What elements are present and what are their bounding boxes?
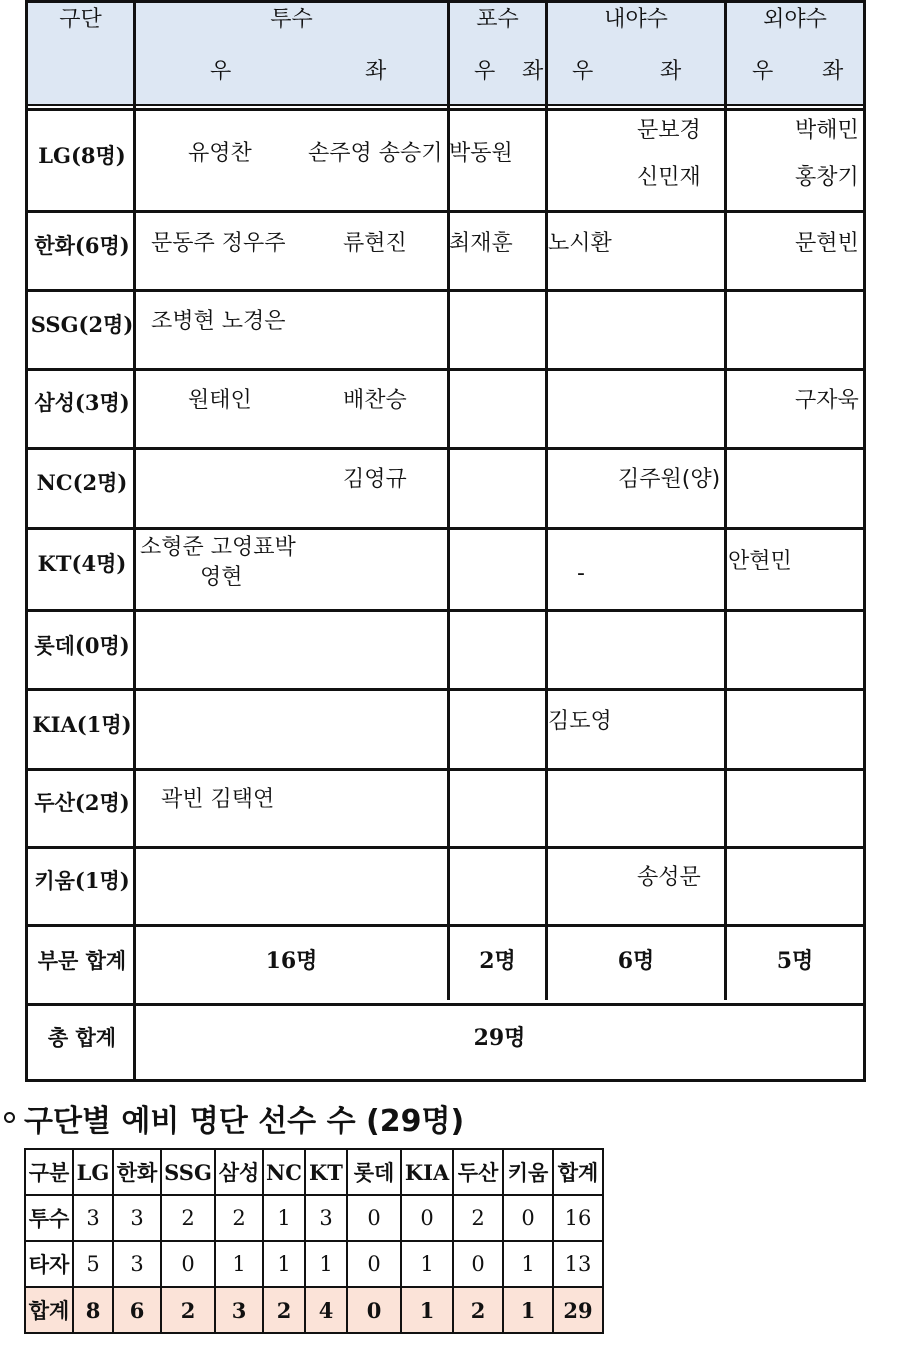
summary-heading: 구단별 예비 명단 선수 수 (29명) [24, 1104, 465, 1139]
lg-catcher: 박동원 [449, 141, 513, 166]
header-outfield-left: 좌 [822, 59, 844, 84]
team-label-doosan: 두산(2명) [34, 790, 130, 815]
col-header: 두산 [453, 1149, 503, 1195]
cell: 1 [215, 1241, 263, 1287]
divider [28, 289, 863, 292]
lg-outfield-2: 홍창기 [795, 165, 859, 190]
divider [28, 768, 863, 771]
cell: 1 [263, 1195, 305, 1241]
header-catcher: 포수 [476, 7, 519, 32]
subtotal-pitcher: 16명 [265, 948, 318, 974]
total-value: 29명 [473, 1025, 526, 1051]
cell: 0 [401, 1195, 453, 1241]
cell: 1 [263, 1241, 305, 1287]
cell: 29 [553, 1287, 603, 1333]
cell: 0 [347, 1287, 401, 1333]
hanwha-pitcher-right: 문동주 정우주 [151, 231, 286, 256]
lg-outfield-1: 박해민 [795, 118, 859, 143]
col-header: KIA [401, 1149, 453, 1195]
row-label: 합계 [25, 1287, 73, 1333]
cell: 0 [347, 1195, 401, 1241]
cell: 1 [401, 1287, 453, 1333]
cell: 2 [161, 1195, 215, 1241]
row-label: 투수 [25, 1195, 73, 1241]
header-outfield: 외야수 [763, 7, 827, 32]
samsung-outfield: 구자욱 [795, 388, 859, 413]
nc-infield: 김주원(양) [618, 467, 721, 492]
team-label-samsung: 삼성(3명) [34, 390, 130, 415]
col-header: NC [263, 1149, 305, 1195]
divider [28, 609, 863, 612]
col-header: 삼성 [215, 1149, 263, 1195]
col-header: 합계 [553, 1149, 603, 1195]
cell: 3 [73, 1195, 113, 1241]
samsung-pitcher-left: 배찬승 [343, 388, 407, 413]
summary-row-pitcher [25, 1195, 603, 1241]
divider [28, 104, 863, 106]
cell: 1 [503, 1287, 553, 1333]
divider [28, 108, 863, 111]
col-header: 키움 [503, 1149, 553, 1195]
team-label-ssg: SSG(2명) [30, 312, 134, 337]
team-label-nc: NC(2명) [36, 470, 128, 495]
hanwha-catcher: 최재훈 [449, 231, 513, 256]
cell: 0 [503, 1195, 553, 1241]
cell: 16 [553, 1195, 603, 1241]
header-team: 구단 [59, 7, 102, 32]
divider [28, 1003, 863, 1006]
team-label-hanwha: 한화(6명) [34, 233, 130, 258]
cell: 4 [305, 1287, 347, 1333]
subtotal-outfield: 5명 [776, 948, 814, 974]
cell: 3 [305, 1195, 347, 1241]
col-header: KT [305, 1149, 347, 1195]
divider [28, 527, 863, 530]
cell: 2 [215, 1195, 263, 1241]
cell: 13 [553, 1241, 603, 1287]
cell: 1 [503, 1241, 553, 1287]
cell: 3 [113, 1195, 161, 1241]
roster-table [25, 0, 866, 1082]
cell: 0 [161, 1241, 215, 1287]
team-label-kia: KIA(1명) [32, 712, 132, 737]
header-infield-left: 좌 [660, 59, 682, 84]
kt-pitcher-line2: 영현 [200, 565, 243, 590]
header-outfield-right: 우 [752, 59, 774, 84]
lg-infield-1: 문보경 [637, 118, 701, 143]
cell: 2 [453, 1287, 503, 1333]
divider [724, 3, 727, 1000]
cell: 2 [161, 1287, 215, 1333]
summary-row-total [25, 1287, 603, 1333]
cell: 2 [453, 1195, 503, 1241]
subtotal-catcher: 2명 [479, 948, 516, 974]
header-infield-right: 우 [572, 59, 594, 84]
header-pitcher: 투수 [270, 7, 313, 32]
hanwha-infield: 노시환 [548, 231, 612, 256]
summary-header-row [25, 1149, 603, 1195]
team-label-kt: KT(4명) [37, 551, 127, 576]
cell: 6 [113, 1287, 161, 1333]
divider [28, 447, 863, 450]
samsung-pitcher-right: 원태인 [188, 388, 252, 413]
row-label: 타자 [25, 1241, 73, 1287]
kt-infield: - [577, 561, 585, 586]
nc-pitcher-left: 김영규 [343, 467, 407, 492]
divider [545, 3, 548, 1000]
cell: 5 [73, 1241, 113, 1287]
summary-table [24, 1148, 604, 1334]
cell: 8 [73, 1287, 113, 1333]
subtotal-infield: 6명 [617, 948, 655, 974]
kiwoom-infield: 송성문 [637, 865, 701, 890]
subtotal-label: 부문 합계 [37, 948, 127, 973]
divider [28, 368, 863, 371]
col-header: LG [73, 1149, 113, 1195]
header-catcher-right: 우 [474, 59, 496, 84]
cell: 1 [305, 1241, 347, 1287]
header-infield: 내야수 [604, 7, 668, 32]
ssg-pitcher-right: 조병현 노경은 [151, 309, 286, 334]
header-catcher-left: 좌 [522, 59, 544, 84]
kt-pitcher-line1: 소형준 고영표박 [140, 535, 296, 560]
cell: 3 [215, 1287, 263, 1333]
cell: 0 [453, 1241, 503, 1287]
col-header: 구분 [25, 1149, 73, 1195]
kia-infield: 김도영 [548, 709, 612, 734]
col-header: 한화 [113, 1149, 161, 1195]
divider [28, 688, 863, 691]
header-pitcher-left: 좌 [365, 59, 387, 84]
divider [28, 210, 863, 213]
total-label: 총 합계 [47, 1025, 117, 1050]
cell: 3 [113, 1241, 161, 1287]
summary-row-batter [25, 1241, 603, 1287]
hanwha-outfield: 문현빈 [795, 231, 859, 256]
team-label-kiwoom: 키움(1명) [34, 868, 130, 893]
col-header: 롯데 [347, 1149, 401, 1195]
divider [28, 924, 863, 927]
col-header: SSG [161, 1149, 215, 1195]
lg-pitcher-left: 손주영 송승기 [308, 141, 443, 166]
divider [28, 846, 863, 849]
cell: 2 [263, 1287, 305, 1333]
team-label-lg: LG(8명) [38, 143, 126, 168]
cell: 1 [401, 1241, 453, 1287]
cell: 0 [347, 1241, 401, 1287]
team-label-lotte: 롯데(0명) [34, 633, 130, 658]
bullet-icon [4, 1112, 15, 1123]
lg-pitcher-right: 유영찬 [188, 141, 252, 166]
header-pitcher-right: 우 [210, 59, 232, 84]
doosan-pitcher-right: 곽빈 김택연 [161, 787, 275, 812]
lg-infield-2: 신민재 [637, 165, 701, 190]
kt-outfield: 안현민 [728, 549, 792, 574]
hanwha-pitcher-left: 류현진 [343, 231, 407, 256]
